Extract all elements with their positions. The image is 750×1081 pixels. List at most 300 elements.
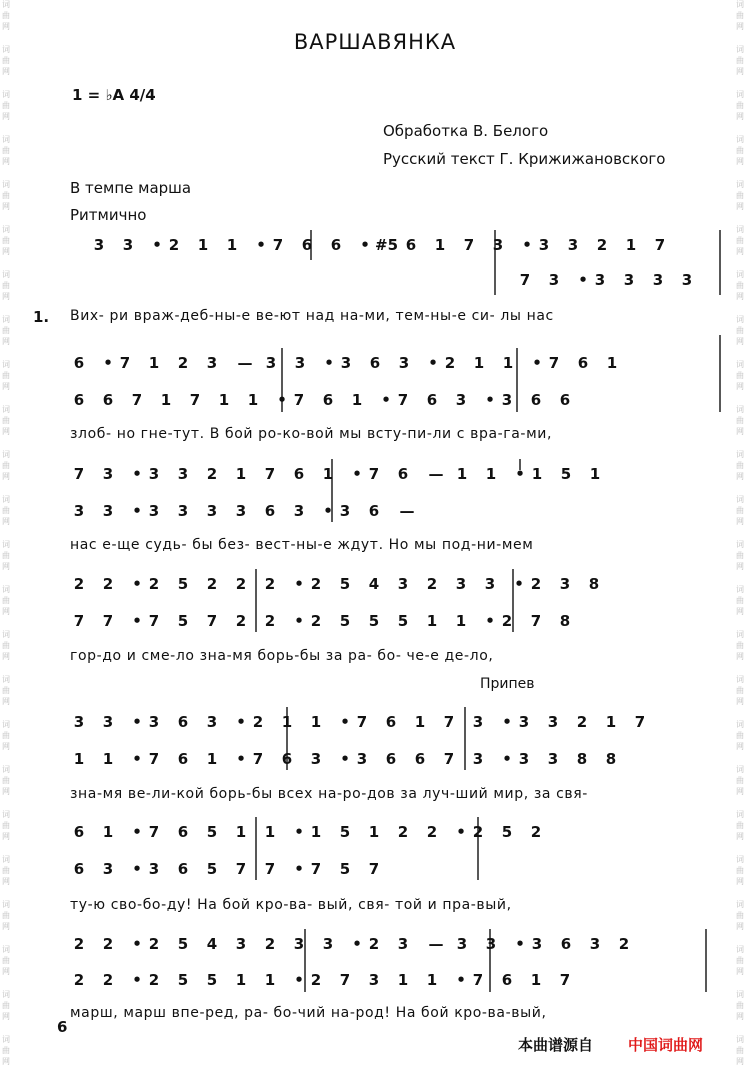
note-digit: 7 [443, 750, 455, 768]
dot-mark: • [352, 465, 362, 483]
watermark-char: 网 [2, 427, 10, 436]
note-digit: 6 [385, 750, 397, 768]
dot-mark: • [515, 465, 525, 483]
watermark-char: 网 [736, 877, 744, 886]
watermark-char: 网 [736, 472, 744, 481]
note-digit: 7 [634, 713, 646, 731]
note-digit: 3 [322, 935, 334, 953]
note-digit: 2 [73, 575, 85, 593]
lyric-line: Вих- ри враж-деб-ны-е ве-ют над на-ми, тем-ны-е си- лы нас [70, 308, 554, 324]
note-digit: 7 [559, 971, 571, 989]
note-digit: 2 [235, 575, 247, 593]
style-marking: Ритмично [70, 206, 147, 224]
watermark-char: 网 [736, 157, 744, 166]
note-digit: 5 [397, 612, 409, 630]
note-digit: 2 [501, 612, 513, 630]
note-digit: 7 [148, 823, 160, 841]
page-number: 6 [57, 1018, 68, 1036]
note-digit: 3 [206, 502, 218, 520]
note-digit: 3 [501, 391, 513, 409]
watermark-char: 曲 [736, 146, 744, 155]
watermark-char: 曲 [736, 596, 744, 605]
verse-number: 1. [33, 308, 50, 326]
note-digit: 3 [148, 465, 160, 483]
note-digit: 6 [102, 391, 114, 409]
watermark-char: 网 [2, 877, 10, 886]
watermark-char: 曲 [2, 686, 10, 695]
watermark-char: 词 [736, 90, 744, 99]
watermark-char: 网 [736, 517, 744, 526]
note-digit: 5 [206, 823, 218, 841]
note-digit: 1 [605, 713, 617, 731]
watermark-char: 曲 [2, 191, 10, 200]
watermark-char: 网 [2, 1057, 10, 1066]
note-digit: 3 [368, 971, 380, 989]
note-digit: 3 [356, 750, 368, 768]
note-digit: 5 [206, 860, 218, 878]
note-digit: 2 [206, 465, 218, 483]
dot-mark: • [360, 236, 370, 254]
note-digit: 6 [293, 465, 305, 483]
note-digit: 7 [339, 971, 351, 989]
note-digit: 6 [177, 713, 189, 731]
watermark-char: 网 [2, 742, 10, 751]
note-digit: 2 [576, 713, 588, 731]
note-digit: 1 [264, 971, 276, 989]
note-digit: 1 [426, 612, 438, 630]
watermark-char: 词 [736, 225, 744, 234]
dot-mark: • [428, 354, 438, 372]
watermark-char: 词 [736, 585, 744, 594]
watermark-char: 曲 [736, 416, 744, 425]
watermark-char: 词 [736, 270, 744, 279]
note-digit: 2 [368, 935, 380, 953]
watermark-char: 曲 [736, 956, 744, 965]
note-digit: 3 [397, 575, 409, 593]
note-digit: 6 [73, 860, 85, 878]
note-digit: 7 [235, 860, 247, 878]
note-digit: 2 [148, 575, 160, 593]
site-logo-text: 中国词曲网 [628, 1036, 704, 1054]
dash-mark: — [428, 935, 444, 953]
note-digit: 1 [310, 713, 322, 731]
note-digit: 3 [177, 502, 189, 520]
note-digit: 4 [206, 935, 218, 953]
note-digit: 5 [560, 465, 572, 483]
note-digit: 1 [531, 465, 543, 483]
note-digit: 2 [102, 575, 114, 593]
note-digit: 1 [102, 750, 114, 768]
watermark-char: 词 [2, 45, 10, 54]
note-digit: 3 [484, 575, 496, 593]
chorus-label: Припев [480, 676, 535, 692]
dot-mark: • [132, 750, 142, 768]
note-digit: 5 [177, 935, 189, 953]
note-digit: 2 [596, 236, 608, 254]
note-digit: 7 [148, 750, 160, 768]
dot-mark: • [323, 502, 333, 520]
watermark-char: 曲 [2, 866, 10, 875]
note-digit: 8 [605, 750, 617, 768]
note-digit: 1 [426, 971, 438, 989]
watermark-char: 曲 [2, 146, 10, 155]
dot-mark: • [152, 236, 162, 254]
watermark-char: 词 [736, 720, 744, 729]
note-digit: 8 [588, 575, 600, 593]
watermark-char: 词 [2, 450, 10, 459]
watermark-char: 网 [736, 1057, 744, 1066]
note-digit: 6 [559, 391, 571, 409]
note-digit: 6 [530, 391, 542, 409]
watermark-char: 词 [2, 630, 10, 639]
dot-mark: • [485, 612, 495, 630]
dot-mark: • [381, 391, 391, 409]
note-digit: 2 [397, 823, 409, 841]
watermark-char: 网 [736, 652, 744, 661]
note-digit: 2 [426, 823, 438, 841]
note-digit: 3 [340, 354, 352, 372]
note-digit: 1 [414, 713, 426, 731]
watermark-char: 词 [736, 855, 744, 864]
watermark-char: 曲 [2, 326, 10, 335]
note-digit: 3 [681, 271, 693, 289]
dot-mark: • [324, 354, 334, 372]
note-digit: 3 [102, 502, 114, 520]
note-digit: 7 [368, 860, 380, 878]
dot-mark: • [294, 612, 304, 630]
note-digit: 2 [252, 713, 264, 731]
dash-mark: — [237, 354, 253, 372]
lyric-line: гор-до и сме-ло зна-мя борь-бы за ра- бо- че-е де-ло, [70, 648, 494, 664]
note-digit: 1 [530, 971, 542, 989]
note-digit: 1 [235, 971, 247, 989]
note-digit: 6 [281, 750, 293, 768]
note-digit: 1 [247, 391, 259, 409]
note-digit: 6 [264, 502, 276, 520]
page-title: ВАРШАВЯНКА [293, 30, 457, 54]
watermark-char: 网 [2, 472, 10, 481]
watermark-char: 网 [736, 112, 744, 121]
watermark-char: 词 [736, 360, 744, 369]
note-digit: 7 [356, 713, 368, 731]
watermark-char: 网 [2, 517, 10, 526]
watermark-char: 词 [736, 630, 744, 639]
note-digit: 6 [177, 860, 189, 878]
note-digit: 2 [310, 575, 322, 593]
dot-mark: • [132, 713, 142, 731]
watermark-char: 网 [2, 112, 10, 121]
key-signature: 1 = ♭A 4/4 [72, 86, 156, 104]
note-digit: 3 [293, 502, 305, 520]
note-digit: 8 [576, 750, 588, 768]
watermark-char: 曲 [736, 281, 744, 290]
note-digit: 3 [148, 502, 160, 520]
note-digit: 1 [606, 354, 618, 372]
watermark-char: 网 [2, 247, 10, 256]
note-digit: 7 [443, 713, 455, 731]
note-digit: 3 [548, 271, 560, 289]
note-digit: 3 [589, 935, 601, 953]
note-digit: 3 [518, 713, 530, 731]
note-digit: 6 [385, 713, 397, 731]
note-digit: 6 [73, 354, 85, 372]
watermark-char: 网 [2, 967, 10, 976]
note-digit: 6 [397, 465, 409, 483]
note-digit: 3 [73, 713, 85, 731]
watermark-char: 词 [2, 585, 10, 594]
note-digit: 3 [652, 271, 664, 289]
watermark-char: 词 [736, 135, 744, 144]
dot-mark: • [132, 612, 142, 630]
watermark-char: 词 [736, 450, 744, 459]
watermark-char: 词 [2, 405, 10, 414]
note-digit: 3 [567, 236, 579, 254]
watermark-char: 曲 [736, 371, 744, 380]
watermark-char: 词 [2, 135, 10, 144]
watermark-char: 词 [736, 675, 744, 684]
watermark-char: 网 [736, 1012, 744, 1021]
watermark-char: 网 [736, 742, 744, 751]
source-label: 本曲谱源自 [518, 1036, 594, 1054]
note-digit: 1 [226, 236, 238, 254]
watermark-char: 词 [2, 855, 10, 864]
watermark-char: 曲 [736, 506, 744, 515]
note-digit: 3 [547, 713, 559, 731]
note-digit: 3 [531, 935, 543, 953]
watermark-char: 网 [736, 562, 744, 571]
watermark-char: 曲 [736, 1001, 744, 1010]
note-digit: 1 [625, 236, 637, 254]
note-digit: 3 [235, 502, 247, 520]
watermark-char: 曲 [2, 776, 10, 785]
arranger-credit: Обработка В. Белого [383, 122, 549, 140]
note-digit: 1 [456, 465, 468, 483]
dot-mark: • [514, 575, 524, 593]
note-digit: 5 [177, 612, 189, 630]
note-digit: 3 [265, 354, 277, 372]
watermark-char: 曲 [736, 686, 744, 695]
note-digit: 3 [148, 860, 160, 878]
watermark-char: 词 [736, 810, 744, 819]
dot-mark: • [132, 971, 142, 989]
watermark-char: 词 [2, 990, 10, 999]
watermark-char: 曲 [2, 821, 10, 830]
note-digit: 3 [122, 236, 134, 254]
lyric-line: ту-ю сво-бо-ду! На бой кро-ва- вый, свя- той и пра-вый, [70, 897, 512, 913]
note-digit: 2 [102, 935, 114, 953]
note-digit: 7 [102, 612, 114, 630]
watermark-char: 曲 [736, 776, 744, 785]
note-digit: 6 [177, 750, 189, 768]
note-digit: 1 [368, 823, 380, 841]
dot-mark: • [515, 935, 525, 953]
dash-mark: — [428, 465, 444, 483]
note-digit: 7 [148, 612, 160, 630]
note-digit: 3 [102, 713, 114, 731]
note-digit: 1 [197, 236, 209, 254]
note-digit: 2 [235, 612, 247, 630]
note-digit: 7 [73, 612, 85, 630]
watermark-char: 网 [736, 697, 744, 706]
watermark-char: 网 [2, 67, 10, 76]
note-digit: 3 [492, 236, 504, 254]
note-digit: 1 [264, 823, 276, 841]
watermark-char: 曲 [2, 281, 10, 290]
note-digit: 3 [538, 236, 550, 254]
note-digit: 3 [485, 935, 497, 953]
dot-mark: • [578, 271, 588, 289]
watermark-char: 词 [736, 180, 744, 189]
watermark-char: 词 [2, 675, 10, 684]
watermark-char: 曲 [2, 956, 10, 965]
watermark-char: 曲 [2, 101, 10, 110]
note-digit: 5 [339, 823, 351, 841]
watermark-char: 曲 [736, 551, 744, 560]
watermark-char: 曲 [2, 911, 10, 920]
note-digit: 2 [148, 971, 160, 989]
watermark-char: 曲 [736, 56, 744, 65]
dot-mark: • [103, 354, 113, 372]
watermark-char: 词 [2, 90, 10, 99]
watermark-char: 网 [2, 787, 10, 796]
watermark-char: 词 [736, 495, 744, 504]
note-digit: 7 [73, 465, 85, 483]
note-digit: 1 [351, 391, 363, 409]
note-digit: 5 [206, 971, 218, 989]
watermark-char: 曲 [2, 1001, 10, 1010]
note-digit: 2 [618, 935, 630, 953]
note-digit: 2 [530, 575, 542, 593]
note-digit: 3 [235, 935, 247, 953]
note-digit: 7 [119, 354, 131, 372]
note-digit: 7 [397, 391, 409, 409]
watermark-char: 词 [736, 405, 744, 414]
watermark-char: 网 [736, 832, 744, 841]
note-digit: 6 [322, 391, 334, 409]
watermark-char: 曲 [2, 596, 10, 605]
watermark-char: 曲 [2, 641, 10, 650]
note-digit: 3 [559, 575, 571, 593]
lyric-line: нас е-ще судь- бы без- вест-ны-е ждут. Но мы под-ни-мем [70, 537, 534, 553]
watermark-char: 网 [2, 292, 10, 301]
dot-mark: • [456, 971, 466, 989]
dot-mark: • [132, 823, 142, 841]
note-digit: 2 [264, 575, 276, 593]
note-digit: 5 [177, 575, 189, 593]
dot-mark: • [502, 750, 512, 768]
watermark-char: 网 [736, 247, 744, 256]
watermark-char: 网 [2, 1012, 10, 1021]
note-digit: 7 [654, 236, 666, 254]
watermark-char: 词 [2, 720, 10, 729]
watermark-char: 词 [736, 765, 744, 774]
note-digit: 2 [102, 971, 114, 989]
watermark-char: 网 [2, 652, 10, 661]
watermark-char: 网 [2, 157, 10, 166]
note-digit: 3 [397, 935, 409, 953]
watermark-char: 网 [2, 202, 10, 211]
note-digit: 3 [148, 713, 160, 731]
note-digit: 3 [177, 465, 189, 483]
note-digit: 8 [559, 612, 571, 630]
dot-mark: • [522, 236, 532, 254]
watermark-char: 曲 [2, 506, 10, 515]
watermark-char: 词 [736, 1035, 744, 1044]
note-digit: 3 [398, 354, 410, 372]
lyric-line: зна-мя ве-ли-кой борь-бы всех на-ро-дов за луч-ший мир, за свя- [70, 786, 588, 802]
note-digit: 6 [177, 823, 189, 841]
note-digit: 2 [426, 575, 438, 593]
note-digit: 3 [472, 750, 484, 768]
note-digit: 3 [93, 236, 105, 254]
watermark-char: 网 [2, 697, 10, 706]
watermark-char: 曲 [2, 551, 10, 560]
watermark-char: 词 [2, 1035, 10, 1044]
dot-mark: • [340, 750, 350, 768]
watermark-char: 曲 [736, 191, 744, 200]
dot-mark: • [236, 750, 246, 768]
dot-mark: • [294, 971, 304, 989]
note-digit: 2 [206, 575, 218, 593]
watermark-char: 词 [2, 540, 10, 549]
dot-mark: • [236, 713, 246, 731]
watermark-char: 网 [736, 292, 744, 301]
watermark-char: 网 [736, 607, 744, 616]
note-digit: 6 [368, 502, 380, 520]
dot-mark: • [132, 575, 142, 593]
note-digit: 6 [369, 354, 381, 372]
watermark-char: 词 [2, 945, 10, 954]
note-digit: 3 [594, 271, 606, 289]
note-digit: 1 [310, 823, 322, 841]
note-digit: 3 [102, 860, 114, 878]
watermark-char: 词 [2, 180, 10, 189]
note-digit: 3 [310, 750, 322, 768]
dot-mark: • [294, 860, 304, 878]
note-digit: 5 [339, 575, 351, 593]
note-digit: 2 [177, 354, 189, 372]
watermark-char: 网 [2, 22, 10, 31]
dot-mark: • [456, 823, 466, 841]
note-digit: 7 [264, 465, 276, 483]
note-digit: 5 [368, 612, 380, 630]
watermark-char: 曲 [736, 1046, 744, 1055]
watermark-char: 词 [2, 900, 10, 909]
watermark-char: 词 [736, 900, 744, 909]
note-digit: 3 [206, 713, 218, 731]
note-digit: 2 [530, 823, 542, 841]
watermark-char: 词 [2, 270, 10, 279]
note-digit: 2 [310, 971, 322, 989]
watermark-char: 词 [2, 360, 10, 369]
dot-mark: • [132, 935, 142, 953]
note-digit: 5 [339, 612, 351, 630]
note-digit: 4 [368, 575, 380, 593]
dash-mark: — [399, 502, 415, 520]
note-digit: 5 [177, 971, 189, 989]
note-digit: 1 [434, 236, 446, 254]
lyric-line: злоб- но гне-тут. В бой ро-ко-вой мы всту-пи-ли с вра-га-ми, [70, 426, 552, 442]
note-digit: 6 [301, 236, 313, 254]
note-digit: 1 [281, 713, 293, 731]
note-digit: 1 [455, 612, 467, 630]
dot-mark: • [340, 713, 350, 731]
note-digit: 3 [547, 750, 559, 768]
watermark-char: 网 [2, 382, 10, 391]
watermark-char: 曲 [2, 416, 10, 425]
watermark-char: 曲 [2, 731, 10, 740]
note-digit: 7 [463, 236, 475, 254]
